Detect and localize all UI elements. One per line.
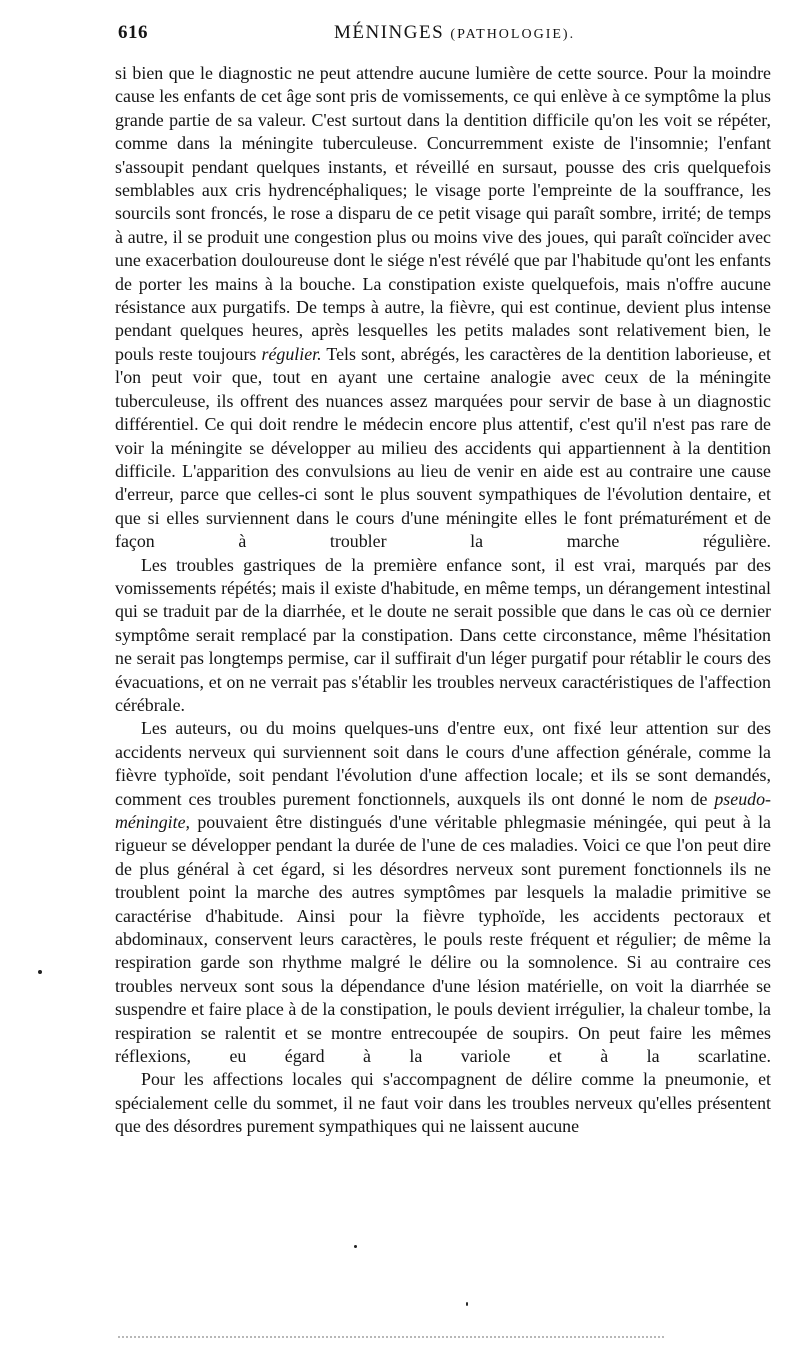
body-text xyxy=(115,62,771,1139)
paragraph-2 xyxy=(115,554,771,718)
text-run: Les auteurs, ou du moins quelques-uns d'entre eux, ont fixé leur attention sur des accidents nerveux qui surviennent soit dans le cours d'une affection générale, comme la fièvre typhoïde, soit pendant l'évolution d'une affection locale; et ils se sont demandés, comment ces troubles purement fonctionnels, auxquels ils ont donné le nom de xyxy=(115,718,771,809)
paragraph-4 xyxy=(115,1068,771,1138)
print-speck xyxy=(466,1302,468,1306)
print-speck xyxy=(354,1245,357,1248)
running-title: MÉNINGES xyxy=(334,22,445,43)
text-run: pouvaient être distingués d'une véritable phlegmasie méningée, qui peut à la rigueur se développer pendant la durée de l'une de ces maladies. Voici ce que l'on peut dire de plus général à cet égard, si les désordres nerveux sont purement fonctionnels ils ne troublent point la marche des autres symptômes par lesquels la maladie primitive se caractérise d'habitude. Ainsi pour la fièvre typhoïde, les accidents pectoraux et abdominaux, conservent leurs caractères, le pouls reste fréquent et régulier; de même la respiration garde son rhythme malgré le délire ou la somnolence. Si au contraire ces troubles nerveux sont sous la dépendance d'une lésion matérielle, on voit la diarrhée se suspendre et faire place à de la constipation, le pouls devient irrégulier, la chaleur tombe, la respiration se ralentit et se montre entrecoupée de soupirs. On peut faire les mêmes réflexions, eu égard à la variole et à la scarlatine. xyxy=(115,812,771,1067)
paragraph-3 xyxy=(115,717,771,1068)
italic-term: pseudo-méningite, xyxy=(115,788,771,832)
page-header xyxy=(118,22,766,54)
running-head xyxy=(334,22,575,44)
running-subtitle: (PATHOLOGIE). xyxy=(450,27,576,42)
text-run: Tels sont, abrégés, les caractères de la dentition laborieuse, et l'on peut voir que, tout en ayant une certaine analogie avec ceux de la méningite tuberculeuse, ils offrent des nuances assez marquées pour servir de base à un diagnostic différentiel. Ce qui doit rendre le médecin encore plus attentif, c'est qu'il n'est pas rare de voir la méningite se développer au milieu des accidents qui appartiennent à la dentition difficile. L'apparition des convulsions au lieu de venir en aide est au contraire une cause d'erreur, parce que celles-ci sont le plus souvent sympathiques de l'évolution dentaire, et que si elles surviennent dans le cours d'une méningite elles le font prématurément et de façon à troubler la marche régulière. xyxy=(115,343,771,552)
paragraph-1 xyxy=(115,62,771,554)
text-run: si bien que le diagnostic ne peut attendre aucune lumière de cette source. Pour la moindre cause les enfants de cet âge sont pris de vomissements, ce qui enlève à ce symptôme la plus grande partie de sa valeur. C'est surtout dans la dentition difficile qu'on les voit se répéter, comme dans la méningite tuberculeuse. Concurremment existe de l'insomnie; l'enfant s'assoupit pendant quelques instants, et réveillé en sursaut, pousse des cris quelquefois semblables aux cris hydrencéphaliques; le visage porte l'empreinte de la souffrance, les sourcils sont froncés, le rose a disparu de ce petit visage qui paraît sombre, irrité; de temps à autre, il se produit une congestion plus ou moins vive des joues, qui paraît coïncider avec une exacerbation douloureuse dont le siége n'est révélé que par l'habitude qu'ont les enfants de porter les mains à la bouche. La constipation existe quelquefois, mais n'offre aucune résistance aux purgatifs. De temps à autre, la fièvre, qui est continue, devient plus intense pendant quelques heures, après lesquelles les petits malades sont relativement bien, le pouls reste toujours xyxy=(115,63,771,364)
italic-term: régulier. xyxy=(261,343,322,364)
text-run: Pour les affections locales qui s'accompagnent de délire comme la pneumonie, et spécialement celle du sommet, il ne faut voir dans les troubles nerveux qu'elles présentent que des désordres purement sympathiques qui ne laissent aucune xyxy=(115,1069,771,1137)
text-run: Les troubles gastriques de la première enfance sont, il est vrai, marqués par des vomissements répétés; mais il existe d'habitude, en même temps, un dérangement intestinal qui se traduit par de la diarrhée, et le doute ne serait possible que dans le cas où ce dernier symptôme serait remplacé par la constipation. Dans cette circonstance, même l'hésitation ne serait pas longtemps permise, car il suffirait d'un léger purgatif pour rétablir le cours des évacuations, et on ne verrait pas s'établir les troubles nerveux caractéristiques de l'affection cérébrale. xyxy=(115,554,771,715)
page-number: 616 xyxy=(118,22,148,43)
scan-artifact-line xyxy=(118,1336,664,1338)
margin-mark xyxy=(38,970,42,974)
